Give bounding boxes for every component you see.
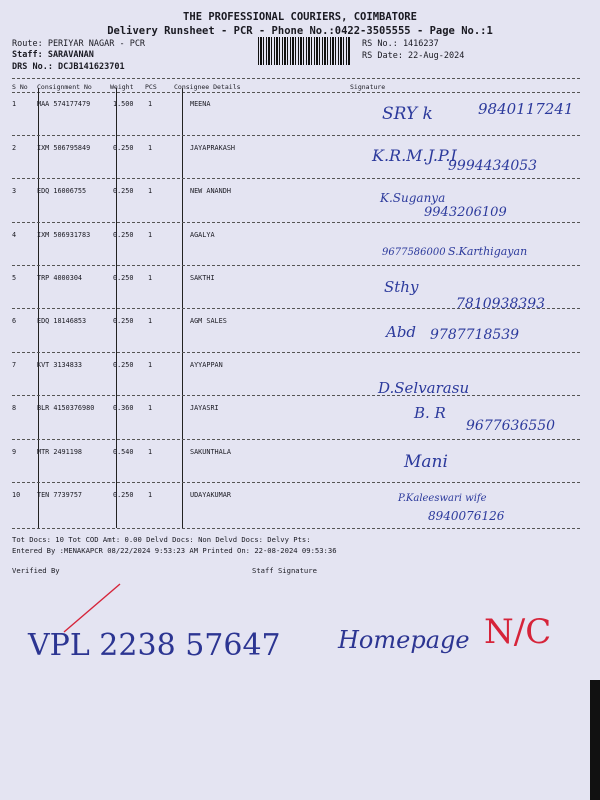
row-consignee: JAYAPRAKASH [190, 144, 236, 152]
row-weight: 0.250 [113, 144, 134, 152]
row-consignment: KVT 3134833 [37, 361, 83, 369]
row-consignee: AGALYA [190, 231, 215, 239]
handwritten-signature: D.Selvarasu [378, 379, 470, 397]
row-sno: 5 [12, 274, 17, 282]
row-consignee: NEW ANANDH [190, 187, 231, 195]
column-consignee: Consignee Details [174, 83, 241, 91]
table-row [0, 487, 600, 530]
row-weight: 1.500 [113, 100, 134, 108]
row-consignee: AYYAPPAN [190, 361, 223, 369]
row-consignment: EDQ 18146853 [37, 317, 87, 325]
staff-label: Staff: SARAVANAN [12, 50, 94, 60]
company-title: THE PROFESSIONAL COURIERS, COIMBATORE [183, 11, 417, 23]
route-label: Route: PERIYAR NAGAR - PCR [12, 39, 146, 49]
row-pcs: 1 [148, 187, 153, 195]
row-sno: 10 [12, 491, 21, 499]
barcode [258, 37, 350, 65]
table-row [0, 140, 600, 183]
column-pcs: PCS [145, 83, 157, 91]
row-pcs: 1 [148, 491, 153, 499]
row-weight: 0.250 [113, 491, 134, 499]
row-divider [12, 308, 580, 309]
table-bottom-divider [12, 528, 580, 529]
handwritten-note: VPL 2238 57647 [28, 628, 281, 663]
table-row [0, 270, 600, 313]
handwritten-phone: 9840117241 [478, 100, 574, 118]
handwritten-signature: Mani [404, 452, 448, 472]
handwritten-signature: S.Karthigayan [448, 245, 528, 258]
handwritten-phone: 7810938393 [456, 296, 546, 312]
row-pcs: 1 [148, 361, 153, 369]
table-row [0, 357, 600, 400]
row-consignee: SAKUNTHALA [190, 448, 231, 456]
row-weight: 0.250 [113, 317, 134, 325]
row-weight: 0.250 [113, 187, 134, 195]
handwritten-phone: 9994434053 [448, 158, 538, 174]
table-row [0, 227, 600, 270]
entered-by-line: Entered By :MENAKAPCR 08/22/2024 9:53:23 AM Printed On: 22-08-2024 09:53:36 [12, 546, 337, 555]
handwritten-signature: P.Kaleeswari wife [398, 493, 487, 504]
rs-date: RS Date: 22-Aug-2024 [362, 51, 465, 61]
row-divider [12, 395, 580, 396]
table-row [0, 400, 600, 443]
handwritten-signature: K.Suganya [380, 191, 446, 205]
handwritten-signature: SRY k [382, 104, 433, 124]
row-pcs: 1 [148, 100, 153, 108]
row-consignment: MAA 574177479 [37, 100, 91, 108]
drs-number: DRS No.: DCJB141623701 [12, 62, 125, 72]
table-row [0, 96, 600, 139]
row-pcs: 1 [148, 448, 153, 456]
row-consignment: TRP 4000304 [37, 274, 83, 282]
row-divider [12, 265, 580, 266]
row-consignee: JAYASRI [190, 404, 219, 412]
scan-edge [590, 680, 600, 800]
table-row [0, 444, 600, 487]
row-pcs: 1 [148, 317, 153, 325]
row-divider [12, 178, 580, 179]
row-consignee: AGM SALES [190, 317, 227, 325]
handwritten-phone: 9677636550 [466, 418, 556, 434]
row-pcs: 1 [148, 144, 153, 152]
row-divider [12, 439, 580, 440]
table-row [0, 313, 600, 356]
handwritten-word: Homepage [338, 626, 470, 654]
row-weight: 0.540 [113, 448, 134, 456]
handwritten-signature: Abd [386, 323, 417, 341]
row-divider [12, 135, 580, 136]
handwritten-signature: B. R [414, 404, 446, 422]
row-consignment: TEN 7739757 [37, 491, 83, 499]
totals-line: Tot Docs: 10 Tot COD Amt: 0.00 Delvd Docs: Non Delvd Docs: Delvy Pts: [12, 535, 311, 544]
row-divider [12, 482, 580, 483]
row-sno: 7 [12, 361, 17, 369]
header-divider-bottom [12, 92, 580, 93]
row-divider [12, 352, 580, 353]
row-consignment: IXM 506931783 [37, 231, 91, 239]
row-consignee: SAKTHI [190, 274, 215, 282]
column-consignment: Consignment No [37, 83, 92, 91]
row-pcs: 1 [148, 274, 153, 282]
handwritten-phone: 8940076126 [428, 509, 505, 523]
row-sno: 3 [12, 187, 17, 195]
handwritten-phone: 9677586000 [382, 247, 446, 258]
row-sno: 8 [12, 404, 17, 412]
row-sno: 6 [12, 317, 17, 325]
row-pcs: 1 [148, 404, 153, 412]
row-weight: 0.250 [113, 361, 134, 369]
row-consignment: BLR 4150376980 [37, 404, 95, 412]
rs-number: RS No.: 1416237 [362, 39, 439, 49]
row-consignment: MTR 2491198 [37, 448, 83, 456]
handwritten-phone: 9943206109 [424, 205, 507, 220]
header-divider-top [12, 78, 580, 79]
row-sno: 2 [12, 144, 17, 152]
column-weight: Weight [110, 83, 134, 91]
row-sno: 1 [12, 100, 17, 108]
row-pcs: 1 [148, 231, 153, 239]
row-consignee: MEENA [190, 100, 211, 108]
row-sno: 9 [12, 448, 17, 456]
row-divider [12, 222, 580, 223]
table-row [0, 183, 600, 226]
row-consignment: EDQ 16006755 [37, 187, 87, 195]
row-consignee: UDAYAKUMAR [190, 491, 231, 499]
handwritten-phone: 9787718539 [430, 327, 520, 343]
handwritten-signature: Sthy [384, 278, 419, 296]
column-sno: S No [12, 83, 28, 91]
runsheet-title: Delivery Runsheet - PCR - Phone No.:0422-3505555 - Page No.:1 [107, 25, 493, 37]
row-sno: 4 [12, 231, 17, 239]
row-weight: 0.250 [113, 274, 134, 282]
row-consignment: IXM 506795849 [37, 144, 91, 152]
verified-by-label: Verified By [12, 566, 60, 575]
handwritten-signature: K.R.M.J.P.I [372, 146, 457, 165]
staff-signature-label: Staff Signature [252, 566, 317, 575]
row-weight: 0.360 [113, 404, 134, 412]
column-signature: Signature [350, 83, 386, 91]
row-weight: 0.250 [113, 231, 134, 239]
red-handwritten-mark: N/C [484, 612, 552, 652]
